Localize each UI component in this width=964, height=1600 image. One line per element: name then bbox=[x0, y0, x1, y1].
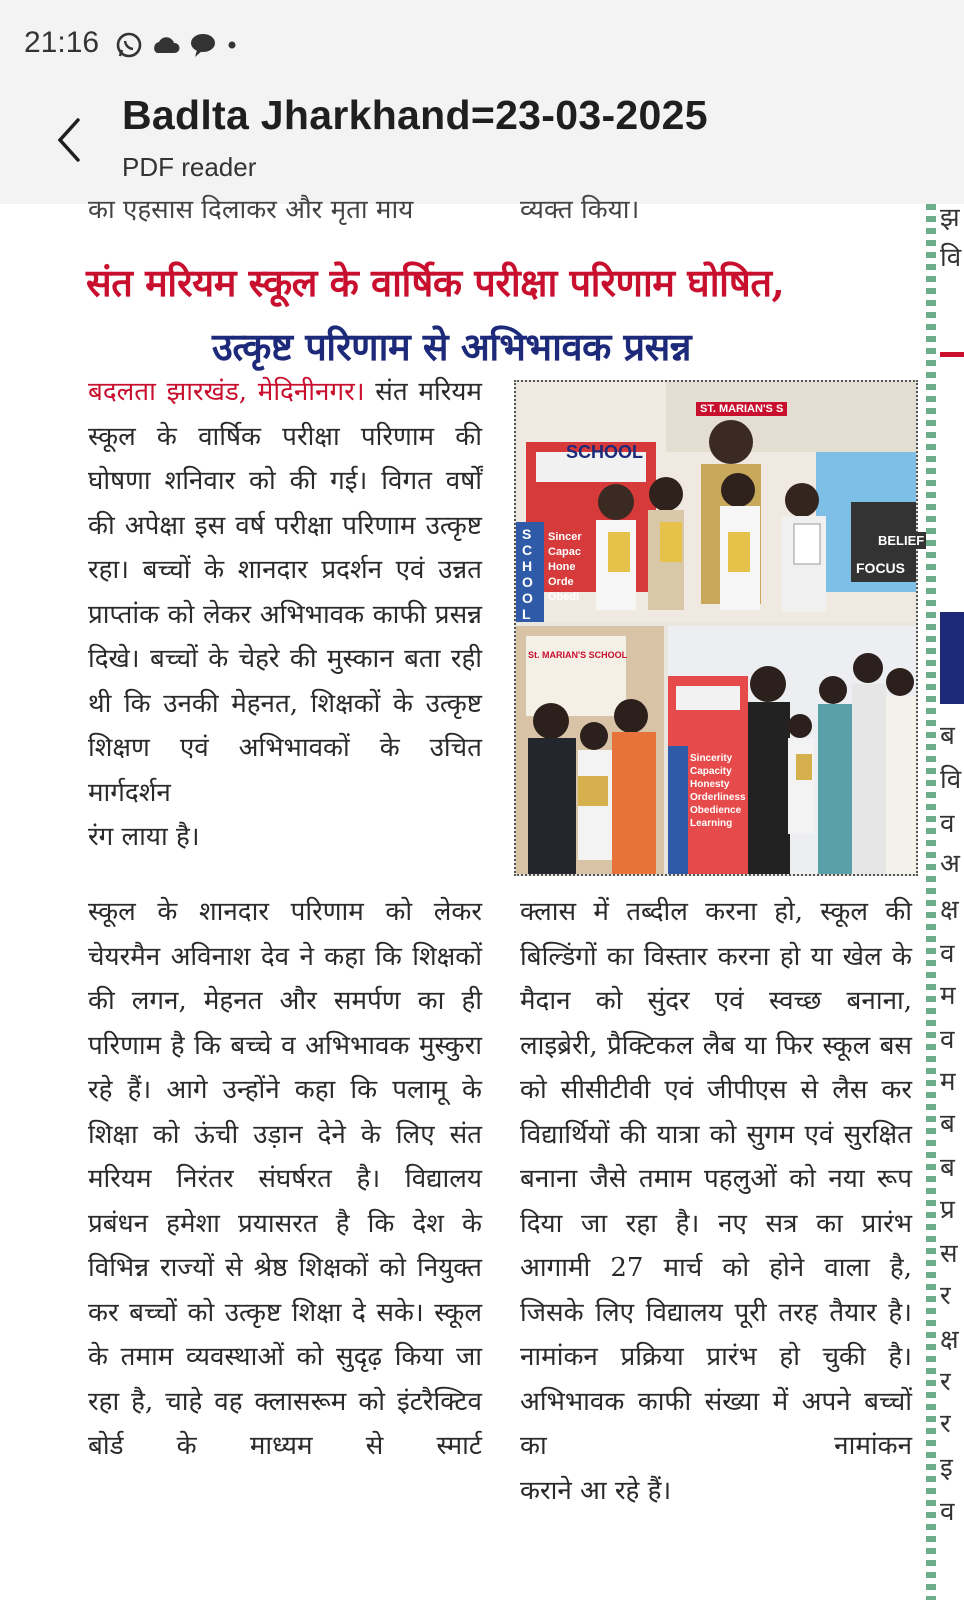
next-article-char: म bbox=[940, 1067, 956, 1097]
document-title: Badlta Jharkhand=23-03-2025 bbox=[122, 92, 708, 138]
article-paragraph-3 bbox=[520, 890, 912, 1570]
next-article-char: ब bbox=[940, 721, 955, 751]
photo-students-with-trophies bbox=[516, 382, 925, 622]
column-divider-border bbox=[926, 204, 936, 1600]
value-item: Capacity bbox=[690, 766, 732, 777]
photo-label-belief: BELIEF bbox=[878, 533, 925, 548]
photo-group-with-family bbox=[668, 626, 916, 874]
photo-student-with-teachers bbox=[516, 626, 664, 874]
next-article-char: र bbox=[940, 1409, 951, 1439]
value-item: Sincerity bbox=[690, 753, 733, 764]
status-bar bbox=[0, 0, 964, 88]
next-article-char: व bbox=[940, 809, 955, 839]
headline-line-1: संत मरियम स्कूल के वार्षिक परीक्षा परिणाम घोषित, bbox=[86, 260, 785, 305]
back-button[interactable] bbox=[48, 110, 92, 170]
next-article-char: म bbox=[940, 981, 956, 1011]
next-article-char: प्र bbox=[940, 1195, 955, 1225]
next-article-char: अ bbox=[940, 849, 960, 879]
value-item: Honesty bbox=[690, 779, 730, 790]
next-article-char: ब bbox=[940, 1153, 955, 1183]
value-item: Capac bbox=[548, 546, 582, 558]
paragraph-3-end: कराने आ रहे हैं। bbox=[520, 1475, 672, 1506]
chevron-left-icon bbox=[48, 110, 92, 170]
next-article-char: झ bbox=[940, 203, 960, 233]
next-article-char: क्ष bbox=[940, 895, 959, 925]
paragraph-1-body: संत मरियम स्कूल के वार्षिक परीक्षा परिणाम की घोषणा शनिवार को की गई। विगत वर्षों की अपेक्षा इस वर्ष परीक्षा परिणाम उत्कृष्ट रहा। बच्चों के शानदार प्रदर्शन एवं उन्नत प्राप्तांक को लेकर अभिभावक काफी प्रसन्न दिखे। बच्चों के चेहरे की मुस्कान बता रही थी कि उनकी मेहनत, शिक्षकों के उत्कृष्ट शिक्षण एवं अभिभावकों के उचित मार्गदर्शन bbox=[88, 377, 482, 808]
dateline: बदलता झारखंड, मेदिनीनगर। bbox=[88, 377, 365, 407]
photo-values-list-full bbox=[690, 752, 746, 830]
next-article-char: र bbox=[940, 1367, 951, 1397]
value-item: Obedience bbox=[690, 805, 742, 816]
photo-scene-3 bbox=[668, 626, 916, 874]
app-bar bbox=[0, 88, 964, 205]
next-article-char: क्ष bbox=[940, 1325, 959, 1355]
dot-icon bbox=[224, 37, 240, 53]
photo-label-school: SCHOOL bbox=[566, 442, 644, 462]
photo-vertical-school: SCHOOL bbox=[522, 526, 533, 622]
cut-off-text-right: व्यक्त किया। bbox=[520, 195, 640, 225]
app-subtitle: PDF reader bbox=[122, 152, 257, 182]
whatsapp-icon bbox=[114, 30, 144, 60]
photo-label-focus: FOCUS bbox=[856, 560, 905, 576]
status-icons bbox=[114, 30, 240, 60]
photo-label-school-banner: St. MARIAN'S SCHOOL bbox=[528, 650, 628, 660]
article-paragraph-1 bbox=[88, 370, 482, 890]
red-rule-mark bbox=[940, 348, 964, 362]
chat-bubble-icon bbox=[188, 31, 218, 59]
next-article-char: ब bbox=[940, 1109, 955, 1139]
next-article-char: स bbox=[940, 1239, 958, 1269]
headline-line-2: उत्कृष्ट परिणाम से अभिभावक प्रसन्न bbox=[212, 324, 692, 369]
next-article-char: इ bbox=[940, 1453, 953, 1483]
status-time: 21:16 bbox=[24, 26, 100, 59]
next-article-char: व bbox=[940, 939, 955, 969]
cut-off-text-left: का एहसास दिलाकर और मृता माय bbox=[88, 195, 414, 225]
next-article-char: र bbox=[940, 1281, 951, 1311]
blue-block-mark bbox=[940, 612, 964, 704]
value-item: Orde bbox=[548, 576, 574, 588]
cloud-icon bbox=[150, 33, 182, 57]
value-item: Obedi bbox=[548, 591, 580, 603]
next-article-char: वि bbox=[940, 765, 962, 795]
value-item: Sincer bbox=[548, 531, 582, 543]
value-item: Orderliness bbox=[690, 792, 746, 803]
paragraph-3-body: क्लास में तब्दील करना हो, स्कूल की बिल्डिंगों का विस्तार करना हो या खेल के मैदान को सुंदर एवं स्वच्छ बनाना, लाइब्रेरी, प्रैक्टिकल लैब या फिर स्कूल बस को सीसीटीवी एवं जीपीएस से लैस कर विद्यार्थियों की यात्रा को सुगम एवं सुरक्षित बनाना जैसे तमाम पहलुओं को नया रूप दिया जा रहा है। नए सत्र का प्रारंभ आगामी 27 मार्च को होने वाला है, जिसके लिए विद्यालय पूरी तरह तैयार है। नामांकन प्रक्रिया प्रारंभ हो चुकी है। अभिभावक काफी संख्या में अपने बच्चों का नामांकन bbox=[520, 897, 912, 1461]
article-photo-collage bbox=[514, 380, 925, 876]
paragraph-2-body: स्कूल के शानदार परिणाम को लेकर चेयरमैन अविनाश देव ने कहा कि शिक्षकों की लगन, मेहनत और समर्पण का ही परिणाम है कि बच्चे व अभिभावक मुस्कुरा रहे हैं। आगे उन्होंने कहा कि पलामू के शिक्षा को ऊंची उड़ान देने के लिए संत मरियम निरंतर संघर्षरत है। विद्यालय प्रबंधन हमेशा प्रयासरत है कि देश के विभिन्न राज्यों से श्रेष्ठ शिक्षकों को नियुक्त कर बच्चों को उत्कृष्ट शिक्षा दे सके। स्कूल के तमाम व्यवस्थाओं को सुदृढ़ किया जा रहा है, चाहे वह क्लासरूम को इंटरैक्टिव बोर्ड के माध्यम से स्मार्ट bbox=[88, 897, 482, 1461]
next-article-char: व bbox=[940, 1025, 955, 1055]
paragraph-1-end: रंग लाया है। bbox=[88, 822, 200, 852]
next-article-char: वि bbox=[940, 243, 962, 273]
pdf-page[interactable] bbox=[0, 195, 964, 1600]
photo-scene-2 bbox=[516, 626, 664, 874]
photo-label-cut-top: ST. MARIAN'S S bbox=[696, 402, 787, 416]
value-item: Hone bbox=[548, 561, 576, 573]
value-item: Learning bbox=[690, 818, 733, 829]
next-article-clip bbox=[940, 204, 964, 1600]
next-article-char: व bbox=[940, 1497, 955, 1527]
photo-values-list bbox=[548, 530, 582, 605]
article-paragraph-2 bbox=[88, 890, 482, 1570]
